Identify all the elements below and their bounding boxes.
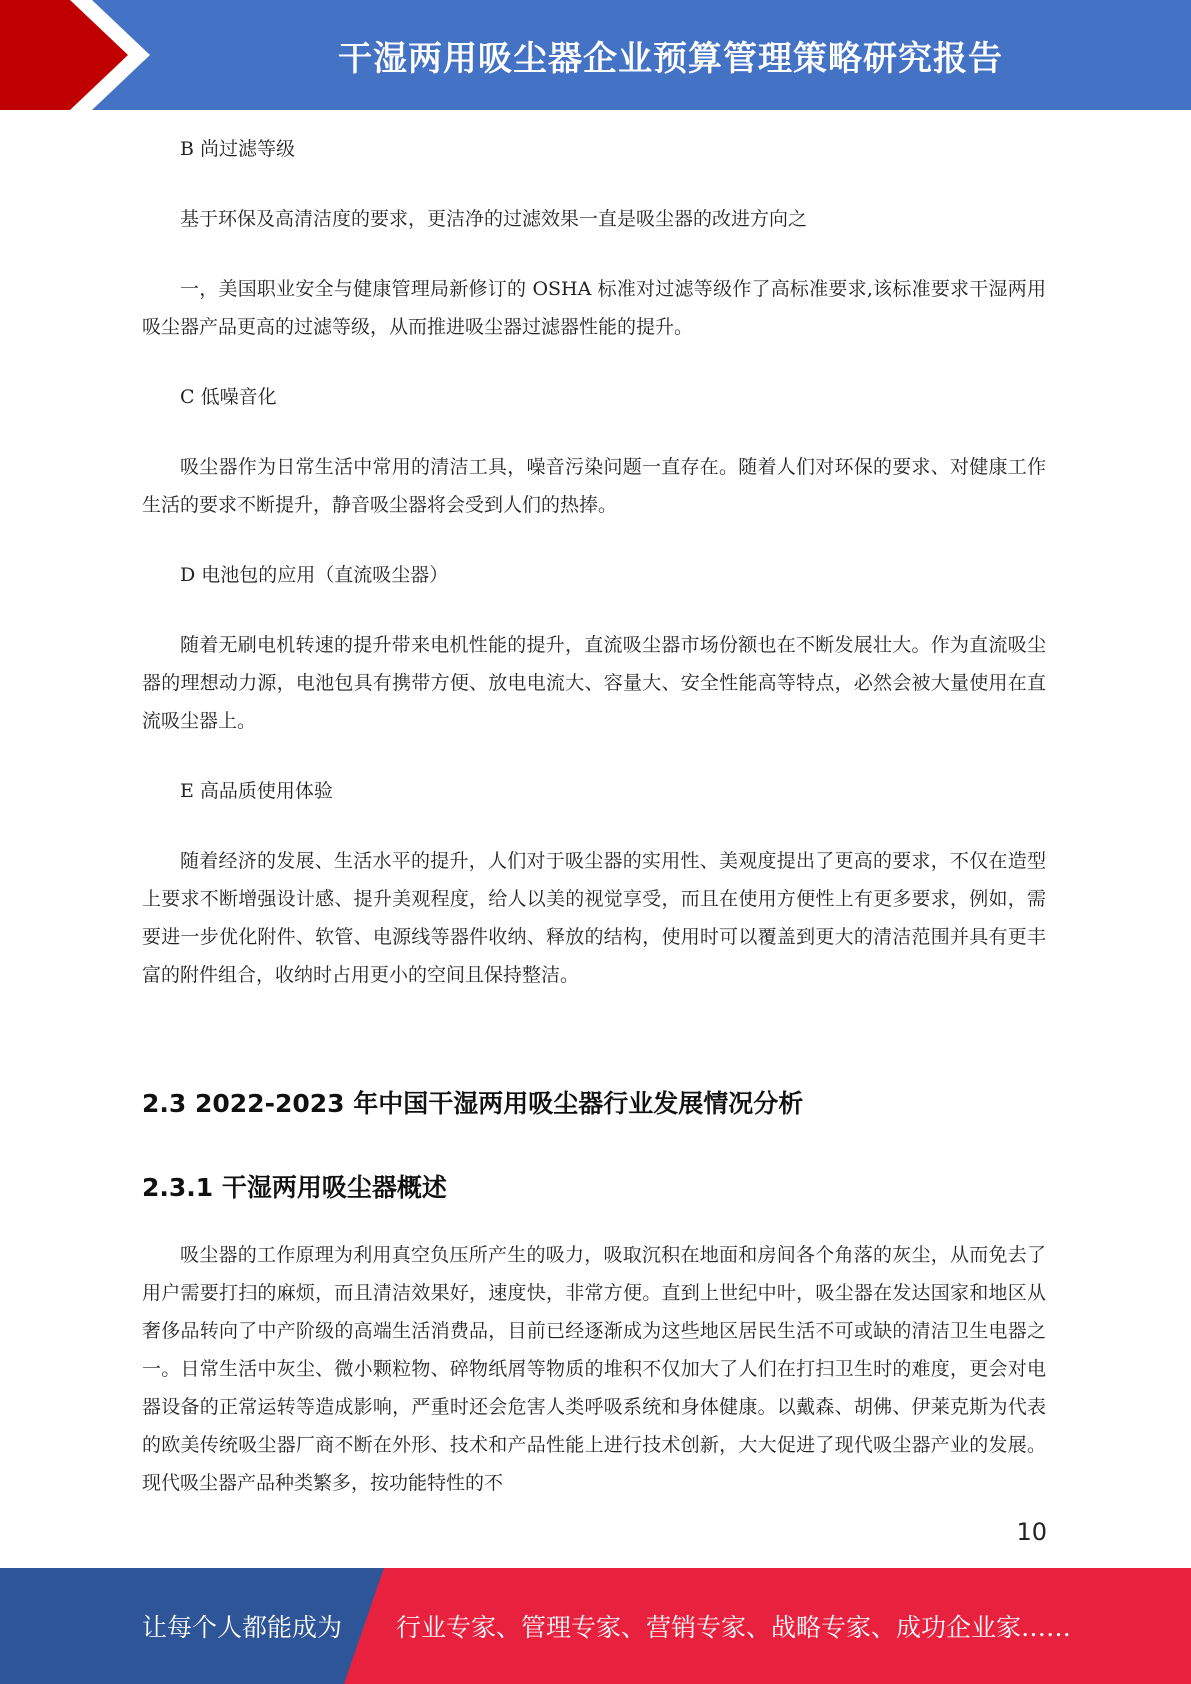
section-label-e: E 高品质使用体验 — [180, 780, 333, 802]
page-content — [142, 130, 1046, 1502]
footer-slogan-left: 让每个人都能成为 — [142, 1613, 343, 1642]
footer-slogan-right: 行业专家、管理专家、营销专家、战略专家、成功企业家…… — [396, 1613, 1072, 1642]
page-header — [0, 0, 1191, 110]
heading-2-3-1: 2.3.1 干湿两用吸尘器概述 — [142, 1173, 447, 1202]
section-label-d: D 电池包的应用（直流吸尘器） — [180, 564, 449, 586]
report-title: 干湿两用吸尘器企业预算管理策略研究报告 — [338, 38, 1003, 79]
paragraph-experience: 随着经济的发展、生活水平的提升，人们对于吸尘器的实用性、美观度提出了更高的要求，不仅在造型上要求不断增强设计感、提升美观程度，给人以美的视觉享受，而且在使用方便性上有更多要求，例如，需要进一步优化附件、软管、电源线等器件收纳、释放的结构，使用时可以覆盖到更大的清洁范围并具有更丰富的附件组合，收纳时占用更小的空间且保持整洁。 — [142, 850, 1046, 986]
paragraph-filtration-intro: 基于环保及高清洁度的要求，更洁净的过滤效果一直是吸尘器的改进方向之 — [180, 208, 808, 230]
page-footer — [0, 1568, 1191, 1684]
paragraph-filtration-osha: 一，美国职业安全与健康管理局新修订的 OSHA 标准对过滤等级作了高标准要求,该标准要求干湿两用吸尘器产品更高的过滤等级，从而推进吸尘器过滤器性能的提升。 — [142, 278, 1046, 338]
section-label-c: C 低噪音化 — [180, 386, 277, 408]
section-label-b: B 尚过滤等级 — [180, 138, 296, 160]
paragraph-overview: 吸尘器的工作原理为利用真空负压所产生的吸力，吸取沉积在地面和房间各个角落的灰尘，从而免去了用户需要打扫的麻烦，而且清洁效果好，速度快，非常方便。直到上世纪中叶，吸尘器在发达国家和地区从奢侈品转向了中产阶级的高端生活消费品，目前已经逐渐成为这些地区居民生活不可或缺的清洁卫生电器之一。日常生活中灰尘、微小颗粒物、碎物纸屑等物质的堆积不仅加大了人们在打扫卫生时的难度，更会对电器设备的正常运转等造成影响，严重时还会危害人类呼吸系统和身体健康。以戴森、胡佛、伊莱克斯为代表的欧美传统吸尘器厂商不断在外形、技术和产品性能上进行技术创新，大大促进了现代吸尘器产业的发展。现代吸尘器产品种类繁多，按功能特性的不 — [142, 1244, 1046, 1494]
paragraph-low-noise: 吸尘器作为日常生活中常用的清洁工具，噪音污染问题一直存在。随着人们对环保的要求、对健康工作生活的要求不断提升，静音吸尘器将会受到人们的热捧。 — [142, 456, 1046, 516]
heading-2-3: 2.3 2022-2023 年中国干湿两用吸尘器行业发展情况分析 — [142, 1089, 804, 1118]
paragraph-battery: 随着无刷电机转速的提升带来电机性能的提升，直流吸尘器市场份额也在不断发展壮大。作为直流吸尘器的理想动力源，电池包具有携带方便、放电电流大、容量大、安全性能高等特点，必然会被大量使用在直流吸尘器上。 — [142, 634, 1046, 732]
page-number: 10 — [1016, 1518, 1047, 1546]
